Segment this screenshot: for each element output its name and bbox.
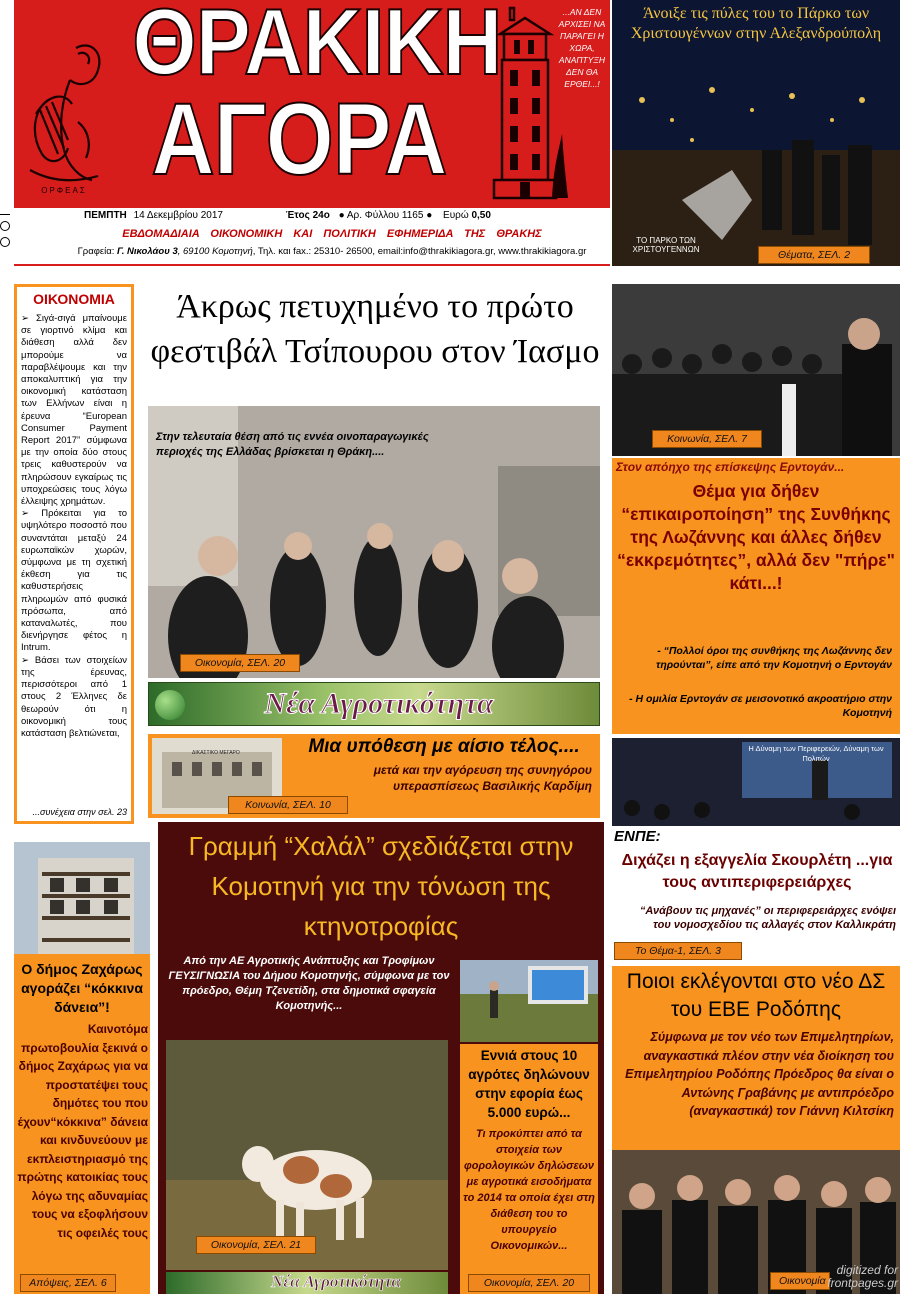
halal-tag[interactable]: Οικονομία, ΣΕΛ. 21 — [196, 1236, 316, 1254]
lawyer-subhead: μετά και την αγόρευση της συνηγόρου υπερασπίσεως Βασιλικής Καρδίμη — [373, 763, 592, 793]
ebe-subhead: Σύμφωνα με τον νέο των Επιμελητηρίων, αναγκαστικά πλέον στην νέα διοίκηση του Επιμελητηρίου Ροδόπης Πρόεδρος θα είναι ο Αντώνης Γραβάνης με αντιπρόεδρο (αναγκαστικά) τον Γιάννη Κιλτσίκη — [625, 1030, 894, 1118]
nea-agrotikotita-small-title: Νέα Αγροτικότητα — [271, 1272, 401, 1291]
conference-photo — [612, 738, 900, 826]
contact-line: Γραφεία: Γ. Νικολάου 3, 69100 Κομοτηνή, Τηλ. και fax.: 25310- 26500, email:info@thrakikiagora.gr, www.thrakikiagora.gr — [77, 246, 587, 257]
issue-day: ΠΕΜΠΤΗ — [84, 210, 127, 221]
calf-photo — [166, 1040, 448, 1270]
ebe-headline: Ποιοι εκλέγονται στο νέο ΔΣ του ΕΒΕ Ροδόπης — [626, 970, 886, 1021]
farmers-headline: Εννιά στους 10 αγρότες δηλώνουν στην εφορία έως 5.000 ευρώ... — [468, 1048, 590, 1120]
erdogan-kicker: Στον απόηχο της επίσκεψης Ερντογάν... — [616, 460, 845, 474]
halal-headline: Γραμμή “Χαλάλ” σχεδιάζεται στην Κομοτηνή για την τόνωση της κτηνοτροφίας — [188, 831, 574, 941]
main-headline: Άκρως πετυχημένο το πρώτο φεστιβάλ Τσίπουρου στον Ίασμο — [150, 288, 600, 370]
farmers-tag[interactable]: Οικονομία, ΣΕΛ. 20 — [468, 1274, 590, 1292]
erdogan-bullet-1: - “Πολλοί όροι της συνθήκης της Λωζάννης δεν τηρούνται”, είπε από την Κομοτηνή ο Ερντογάν — [656, 645, 892, 671]
economy-continued[interactable]: ...συνέχεια στην σελ. 23 — [32, 807, 127, 817]
slogan: ...ΑΝ ΔΕΝ ΑΡΧΙΣΕΙ ΝΑ ΠΑΡΑΓΕΙ Η ΧΩΡΑ, ΑΝΑΠΤΥΞΗ ΔΕΝ ΘΑ ΕΡΘΕΙ...! — [558, 7, 606, 89]
price: 0,50 — [471, 210, 491, 221]
ebe-story — [612, 966, 900, 1150]
economy-column — [14, 284, 134, 824]
economy-header: ΟΙΚΟΝΟΜΙΑ — [33, 291, 115, 307]
erdogan-photo — [612, 284, 900, 456]
paper-subtitle: ΕΒΔΟΜΑΔΙΑΙΑ ΟΙΚΟΝΟΜΙΚΗ ΚΑΙ ΠΟΛΙΤΙΚΗ ΕΦΗΜΕΡΙΔΑ ΤΗΣ ΘΡΑΚΗΣ — [122, 228, 542, 240]
lawyer-headline: Μια υπόθεση με αίσιο τέλος.... — [308, 736, 580, 757]
bullet-dot-icon: ● — [426, 210, 433, 221]
orfeas-label: ΟΡΦΕΑΣ — [41, 186, 87, 195]
erdogan-story — [612, 458, 900, 734]
christmas-park-photo — [612, 0, 900, 266]
erdogan-bullet-2: - Η ομιλία Ερντογάν σε μεισονοτικό ακροατήριο στην Κομοτηνή — [629, 693, 892, 719]
festival-caption: Στην τελευταία θέση από τις εννέα οινοπαραγωγικές περιοχές της Ελλάδας βρίσκεται η Θράκη.... — [156, 431, 429, 458]
masthead — [14, 0, 610, 208]
enpe-headline: Διχάζει η εξαγγελία Σκουρλέτη ...για τους αντιπεριφερειάρχες — [621, 852, 893, 891]
globe-icon — [155, 690, 185, 720]
zacharo-tag[interactable]: Απόψεις, ΣΕΛ. 6 — [20, 1274, 116, 1292]
enpe-tag[interactable]: Το Θέμα-1, ΣΕΛ. 3 — [614, 942, 742, 960]
farmers-subhead: Τι προκύπτει από τα στοιχεία των φορολογικών δηλώσεων με αγροτικά εισοδήματα το 2014 τα οποία έχει στη διάθεση του το υπουργείο Οικονομικών... — [463, 1128, 595, 1252]
courthouse-sign: ΔΙΚΑΣΤΙΚΟ ΜΕΓΑΡΟ — [192, 750, 240, 756]
issue-date: 14 Δεκεμβρίου 2017 — [133, 210, 223, 221]
enpe-story — [612, 828, 900, 966]
zacharo-body: Καινοτόμα πρωτοβουλία ξεκινά ο δήμος Ζαχάρως για να προστατέψει τους δημότες του που έχουν“κόκκινα” δάνεια και κινδυνεύουν με εκπλειστηριασμό της πρώτης κατοικίας τους λόγω της αδυναμίας τους να εξοφλήσουν τις οφειλές τους — [17, 1022, 148, 1240]
erdogan-tag[interactable]: Κοινωνία, ΣΕΛ. 7 — [652, 430, 762, 448]
farmer-field-photo — [460, 960, 598, 1042]
nea-agrotikotita-banner[interactable] — [148, 682, 600, 726]
festival-photo — [148, 406, 600, 678]
economy-paragraph: ➢ Βάσει των στοιχείων της έρευνας, περισσότεροι από 1 στους 2 Έλληνες δε θεωρούν ότι η οικονομική τους κατάσταση βελτιώνεται, — [21, 654, 127, 739]
title-line-2: ΑΓΟΡΑ — [151, 82, 447, 196]
zacharo-headline: Ο δήμος Ζαχάρως αγοράζει “κόκκινα δάνεια”! — [21, 961, 143, 1015]
issue-info-bar — [14, 208, 610, 266]
conference-screen-text: Η Δύναμη των Περιφερειών, Δύναμη των Πολιτών — [748, 744, 884, 763]
halal-story — [158, 822, 604, 1294]
farmers-story — [460, 1044, 598, 1294]
bullet-dot-icon: ● — [338, 210, 345, 221]
erdogan-headline: Θέμα για δήθεν “επικαιροποίηση” της Συνθήκης της Λωζάννης και άλλες δήθεν “εκκρεμότητες”, αλλά δεν "πήρε" κάτι...! — [617, 481, 895, 593]
christmas-tag[interactable]: Θέματα, ΣΕΛ. 2 — [758, 246, 870, 264]
nea-agrotikotita-small-banner[interactable] — [166, 1272, 448, 1294]
title-line-1: ΘΡΑΚΙΚΗ — [132, 0, 502, 94]
ebe-group-photo — [612, 1150, 900, 1294]
christmas-park-logo: ΤΟ ΠΑΡΚΟ ΤΩΝ ΧΡΙΣΤΟΥΓΕΝΝΩΝ — [632, 236, 700, 254]
economy-paragraph: ➢ Πρόκειται για το υψηλότερο ποσοστό που συναντάται μεταξύ 24 ευρωπαϊκών χωρών, σύμφωνα με τη σχετική έκθεση για τις καθυστερήσεις πληρωμών από φυσικά πρόσωπα, από καταναλωτές, που διενήργησε φέτος η Intrum. — [21, 508, 127, 654]
price-label: Ευρώ — [443, 210, 469, 221]
issue-number: Αρ. Φύλλου 1165 — [346, 210, 424, 221]
enpe-subhead: “Ανάβουν τις μηχανές” οι περιφερειάρχες ενόψει του νομοσχεδίου τις αλλαγές στον Καλλικράτη — [639, 905, 896, 931]
apartment-building-photo — [14, 842, 150, 954]
halal-subhead: Από την ΑΕ Αγροτικής Ανάπτυξης και Τροφίμων ΓΕΥΣΙΓΝΩΣΙΑ του Δήμου Κομοτηνής, σύμφωνα με τον πρόεδρο, Θέμη Τζενετίδη, στα δημοτικά σφαγεία Κομοτηνής... — [168, 955, 450, 1012]
zacharo-story — [14, 842, 150, 1294]
christmas-headline: Άνοιξε τις πύλες του το Πάρκο των Χριστουγέννων στην Αλεξανδρούπολη — [630, 5, 882, 42]
lawyer-story — [148, 734, 600, 818]
economy-paragraph: ➢ Σιγά-σιγά μπαίνουμε σε γιορτινό κλίμα και διάθεση αλλά δεν μπορούμε να παραβλέψουμε και την αποκαλυπτική για την οικονομική κατάσταση των Ελλήνων είναι η έρευνα “European Consumer Payment Report 2017” σύμφωνα με την οποία δύο στους τρεις καθυστερούν να πληρώσουν εγκαίρως τις υποχρεώσεις τους λόγω έλλειψης χρημάτων. — [21, 313, 127, 508]
edge-marks — [0, 206, 10, 276]
orpheus-logo — [18, 30, 114, 192]
issue-year: Έτος 24ο — [285, 210, 330, 221]
lawyer-tag[interactable]: Κοινωνία, ΣΕΛ. 10 — [228, 796, 348, 814]
enpe-kicker: ΕΝΠΕ: — [614, 828, 661, 845]
nea-agrotikotita-title: Νέα Αγροτικότητα — [264, 687, 494, 720]
festival-tag[interactable]: Οικονομία, ΣΕΛ. 20 — [180, 654, 300, 672]
frontpages-watermark: digitized for frontpages.gr — [827, 1263, 898, 1290]
ebe-tag[interactable]: Οικονομία — [770, 1272, 830, 1290]
